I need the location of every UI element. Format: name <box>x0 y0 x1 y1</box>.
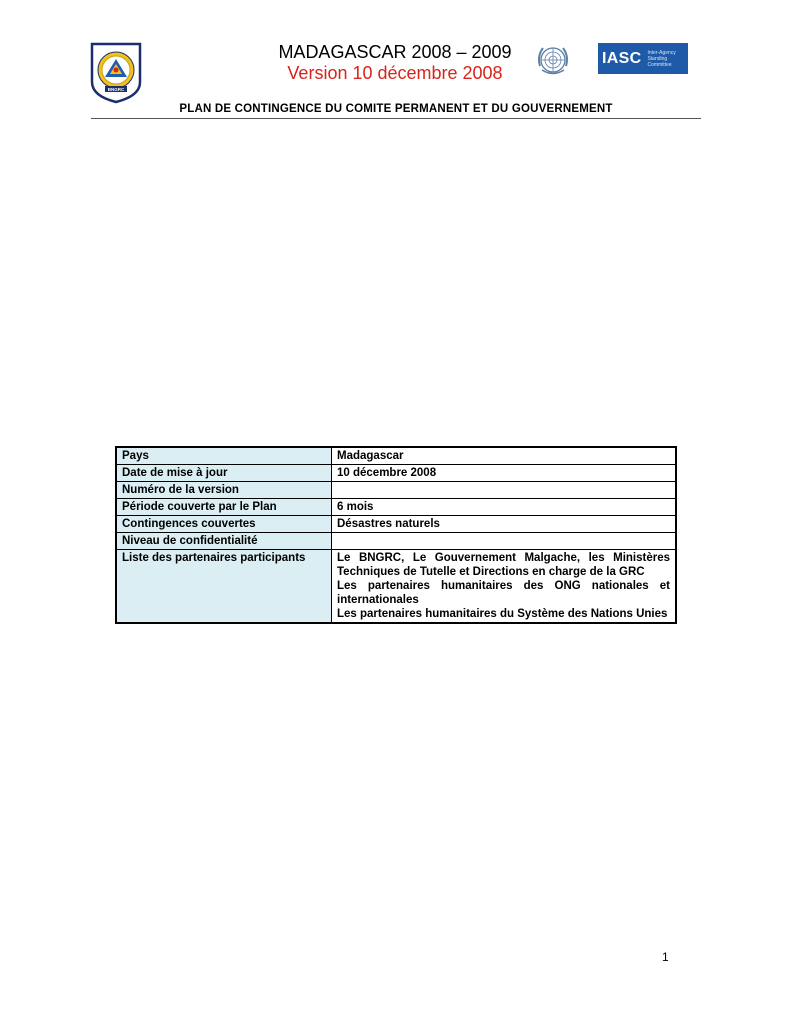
bngrc-emblem-icon <box>90 42 142 104</box>
un-emblem-icon <box>533 40 573 80</box>
row-label: Contingences couvertes <box>116 516 332 533</box>
iasc-logo-subtitle <box>647 50 688 68</box>
iasc-logo-line1: Inter-Agency <box>647 49 676 56</box>
row-value <box>332 533 677 550</box>
table-row <box>116 516 676 533</box>
page-number: 1 <box>662 950 669 964</box>
iasc-logo-line2: Standing Committee <box>647 55 672 68</box>
row-value: Madagascar <box>332 447 677 465</box>
plan-heading: PLAN DE CONTINGENCE DU COMITE PERMANENT ET DU GOUVERNEMENT <box>91 103 701 119</box>
row-label: Période couverte par le Plan <box>116 499 332 516</box>
row-label: Niveau de confidentialité <box>116 533 332 550</box>
document-title: MADAGASCAR 2008 – 2009 <box>278 42 512 62</box>
row-label: Pays <box>116 447 332 465</box>
row-value: 6 mois <box>332 499 677 516</box>
plan-info-table <box>115 446 677 624</box>
table-row <box>116 533 676 550</box>
bngrc-logo-text: BNGRC <box>107 87 125 92</box>
row-label: Numéro de la version <box>116 482 332 499</box>
row-value <box>332 482 677 499</box>
row-value: 10 décembre 2008 <box>332 465 677 482</box>
version-date: Version 10 décembre 2008 <box>287 63 503 83</box>
table-row <box>116 465 676 482</box>
table-row <box>116 447 676 465</box>
partner-entry: Les partenaires humanitaires des ONG nationales et internationales <box>337 580 670 606</box>
iasc-logo-abbr: IASC <box>602 49 642 67</box>
iasc-logo <box>598 43 688 74</box>
row-value: Désastres naturels <box>332 516 677 533</box>
partners-label: Liste des partenaires participants <box>116 550 332 624</box>
row-label: Date de mise à jour <box>116 465 332 482</box>
table-row <box>116 499 676 516</box>
partner-entry: Les partenaires humanitaires du Système des Nations Unies <box>337 608 668 620</box>
document-title-block <box>210 42 580 84</box>
partners-list <box>332 550 677 624</box>
table-row-partners <box>116 550 676 624</box>
table-row <box>116 482 676 499</box>
partner-entry: Le BNGRC, Le Gouvernement Malgache, les Ministères Techniques de Tutelle et Directions en charge de la GRC <box>337 552 670 578</box>
